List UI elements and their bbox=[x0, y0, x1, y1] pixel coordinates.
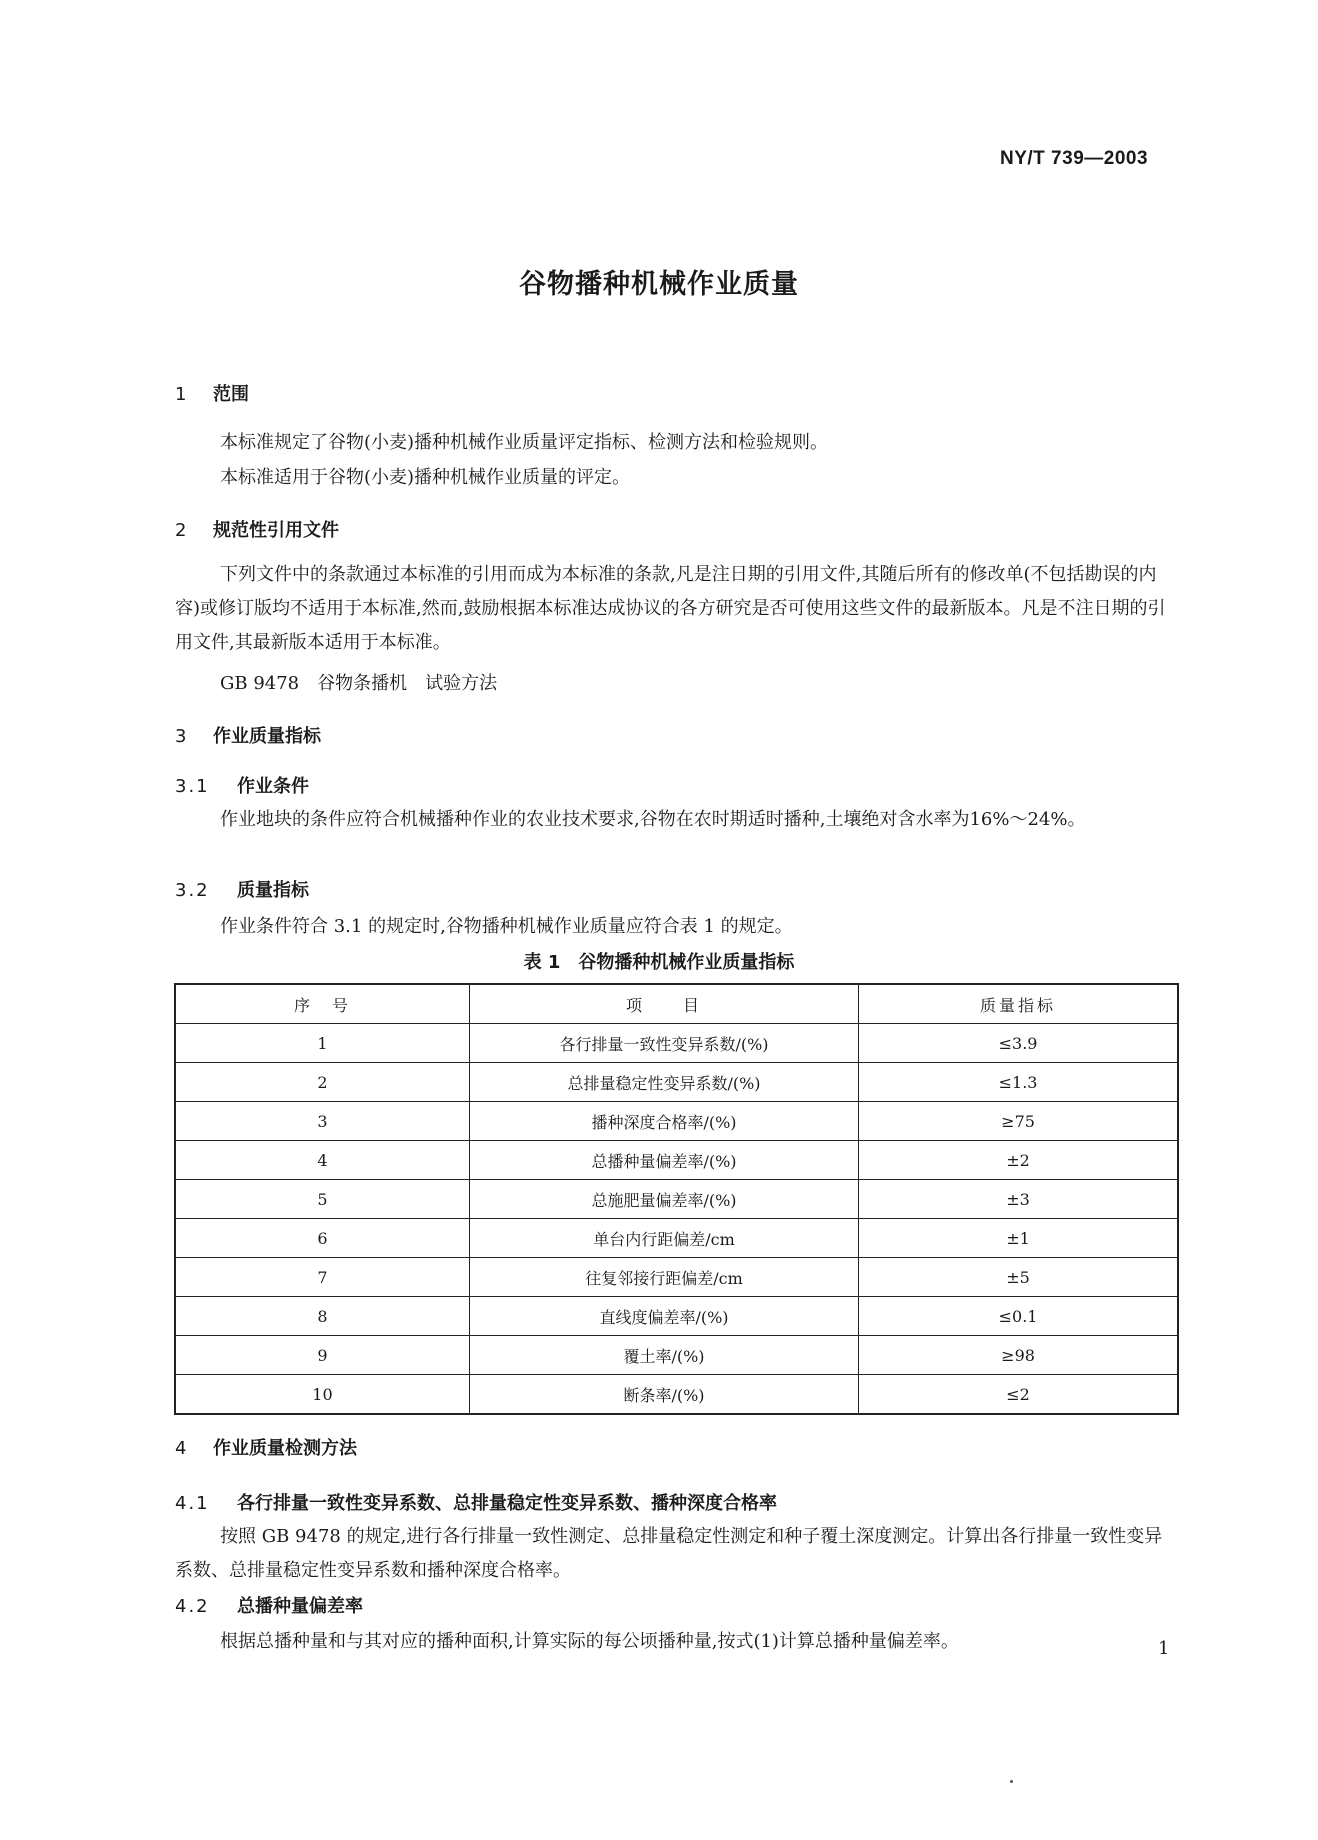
quality-index-table bbox=[174, 983, 1179, 1415]
section-3-2-heading bbox=[175, 876, 309, 902]
section-4-heading bbox=[175, 1434, 357, 1460]
cell-serial: 1 bbox=[175, 1024, 469, 1063]
section-number: 4.2 bbox=[175, 1596, 210, 1617]
section-3-1-heading bbox=[175, 772, 309, 798]
section-number: 3.2 bbox=[175, 880, 210, 901]
normative-reference: GB 9478 谷物条播机 试验方法 bbox=[220, 673, 498, 694]
cell-index: ±1 bbox=[859, 1219, 1178, 1258]
cell-serial: 4 bbox=[175, 1141, 469, 1180]
cell-index: ±2 bbox=[859, 1141, 1178, 1180]
cell-index: ≤3.9 bbox=[859, 1024, 1178, 1063]
table-caption: 表 1 谷物播种机械作业质量指标 bbox=[523, 952, 795, 973]
cell-serial: 7 bbox=[175, 1258, 469, 1297]
section-4-2-paragraph: 根据总播种量和与其对应的播种面积,计算实际的每公顷播种量,按式(1)计算总播种量偏差率。 bbox=[220, 1631, 959, 1652]
section-title: 范围 bbox=[213, 384, 249, 405]
table-row bbox=[175, 1336, 1178, 1375]
section-number: 1 bbox=[175, 384, 187, 405]
table-row bbox=[175, 1180, 1178, 1219]
cell-serial: 10 bbox=[175, 1375, 469, 1415]
cell-item: 单台内行距偏差/cm bbox=[469, 1219, 858, 1258]
section-number: 3.1 bbox=[175, 776, 210, 797]
section-2-heading bbox=[175, 516, 339, 542]
section-3-2-paragraph: 作业条件符合 3.1 的规定时,谷物播种机械作业质量应符合表 1 的规定。 bbox=[220, 916, 793, 937]
table-row bbox=[175, 1141, 1178, 1180]
header-index: 质量指标 bbox=[859, 984, 1178, 1024]
section-title: 作业质量检测方法 bbox=[213, 1438, 357, 1459]
cell-serial: 3 bbox=[175, 1102, 469, 1141]
section-title: 质量指标 bbox=[237, 880, 309, 901]
cell-item: 往复邻接行距偏差/cm bbox=[469, 1258, 858, 1297]
cell-item: 直线度偏差率/(%) bbox=[469, 1297, 858, 1336]
section-number: 2 bbox=[175, 520, 187, 541]
section-3-1-paragraph: 作业地块的条件应符合机械播种作业的农业技术要求,谷物在农时期适时播种,土壤绝对含水率为16%～24%。 bbox=[220, 809, 1086, 830]
section-4-1-paragraph: 按照 GB 9478 的规定,进行各行排量一致性测定、总排量稳定性测定和种子覆土深度测定。计算出各行排量一致性变异系数、总排量稳定性变异系数和播种深度合格率。 bbox=[175, 1526, 1163, 1581]
cell-serial: 5 bbox=[175, 1180, 469, 1219]
table-header-row bbox=[175, 984, 1178, 1024]
section-2-paragraph-1: 下列文件中的条款通过本标准的引用而成为本标准的条款,凡是注日期的引用文件,其随后所有的修改单(不包括勘误的内容)或修订版均不适用于本标准,然而,鼓励根据本标准达成协议的各方研究是否可使用这些文件的最新版本。凡是不注日期的引用文件,其最新版本适用于本标准。 bbox=[175, 564, 1166, 653]
section-4-1-heading bbox=[175, 1489, 777, 1515]
page-number: 1 bbox=[1158, 1638, 1170, 1659]
cell-index: ≤0.1 bbox=[859, 1297, 1178, 1336]
table-row bbox=[175, 1375, 1178, 1415]
cell-index: ≥98 bbox=[859, 1336, 1178, 1375]
cell-index: ≥75 bbox=[859, 1102, 1178, 1141]
header-serial: 序 号 bbox=[175, 984, 469, 1024]
header-item: 项 目 bbox=[469, 984, 858, 1024]
section-number: 4.1 bbox=[175, 1493, 210, 1514]
cell-item: 播种深度合格率/(%) bbox=[469, 1102, 858, 1141]
table-row bbox=[175, 1024, 1178, 1063]
cell-item: 覆土率/(%) bbox=[469, 1336, 858, 1375]
table-row bbox=[175, 1102, 1178, 1141]
section-title: 作业条件 bbox=[237, 776, 309, 797]
section-number: 3 bbox=[175, 726, 187, 747]
cell-item: 各行排量一致性变异系数/(%) bbox=[469, 1024, 858, 1063]
table-row bbox=[175, 1219, 1178, 1258]
section-number: 4 bbox=[175, 1438, 187, 1459]
standard-code: NY/T 739—2003 bbox=[1000, 148, 1149, 169]
cell-item: 总施肥量偏差率/(%) bbox=[469, 1180, 858, 1219]
table-row bbox=[175, 1297, 1178, 1336]
cell-item: 断条率/(%) bbox=[469, 1375, 858, 1415]
table-row bbox=[175, 1063, 1178, 1102]
cell-item: 总播种量偏差率/(%) bbox=[469, 1141, 858, 1180]
cell-index: ±5 bbox=[859, 1258, 1178, 1297]
cell-item: 总排量稳定性变异系数/(%) bbox=[469, 1063, 858, 1102]
cell-index: ≤1.3 bbox=[859, 1063, 1178, 1102]
section-title: 总播种量偏差率 bbox=[237, 1596, 363, 1617]
section-1-heading bbox=[175, 380, 249, 406]
cell-index: ≤2 bbox=[859, 1375, 1178, 1415]
cell-serial: 8 bbox=[175, 1297, 469, 1336]
section-title: 作业质量指标 bbox=[213, 726, 321, 747]
section-4-2-heading bbox=[175, 1592, 363, 1618]
section-title: 各行排量一致性变异系数、总排量稳定性变异系数、播种深度合格率 bbox=[237, 1493, 777, 1514]
document-title: 谷物播种机械作业质量 bbox=[519, 269, 799, 300]
cell-serial: 9 bbox=[175, 1336, 469, 1375]
section-1-paragraph-2: 本标准适用于谷物(小麦)播种机械作业质量的评定。 bbox=[220, 467, 631, 488]
cell-serial: 6 bbox=[175, 1219, 469, 1258]
section-1-paragraph-1: 本标准规定了谷物(小麦)播种机械作业质量评定指标、检测方法和检验规则。 bbox=[220, 432, 829, 453]
scan-speck bbox=[1010, 1780, 1013, 1783]
table-row bbox=[175, 1258, 1178, 1297]
cell-index: ±3 bbox=[859, 1180, 1178, 1219]
section-3-heading bbox=[175, 722, 321, 748]
cell-serial: 2 bbox=[175, 1063, 469, 1102]
section-title: 规范性引用文件 bbox=[213, 520, 339, 541]
